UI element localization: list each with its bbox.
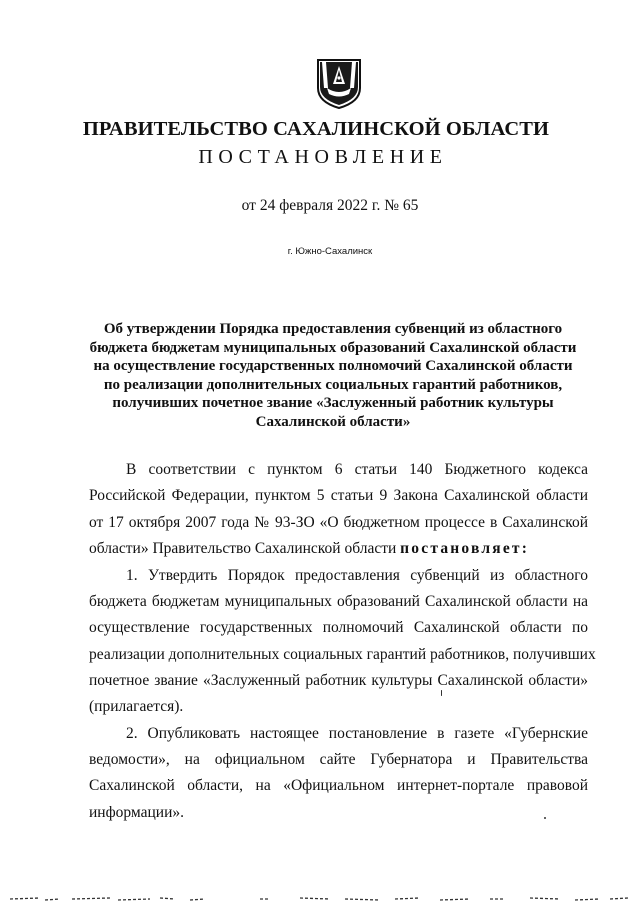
subject-line: на осуществление государственных полномочий Сахалинской области <box>93 358 573 374</box>
item2-line: 2. Опубликовать настоящее постановление в газете «Губернские <box>126 725 588 742</box>
item1-line: осуществление государственных полномочий Сахалинской области по <box>89 619 588 636</box>
subject-line: получивших почетное звание «Заслуженный работник культуры <box>112 395 554 411</box>
subject-line: Сахалинской области» <box>255 413 411 430</box>
document-type: ПОСТАНОВЛЕНИЕ <box>198 146 448 168</box>
document-date-number: от 24 февраля 2022 г. № 65 <box>241 197 419 214</box>
item2-line: ведомости», на официальном сайте Губернатора и Правительства <box>89 751 588 768</box>
item1-line: реализации дополнительных социальных гарантий работников, получивших <box>89 646 596 663</box>
organization-title: ПРАВИТЕЛЬСТВО САХАЛИНСКОЙ ОБЛАСТИ <box>82 118 550 140</box>
preamble-line: от 17 октября 2007 года № 93-ЗО «О бюджетном процессе в Сахалинской <box>89 514 588 531</box>
item1-line: 1. Утвердить Порядок предоставления субвенций из областного <box>126 567 588 584</box>
resolves-word: постановляет: <box>400 540 530 557</box>
preamble-line: Российской Федерации, пунктом 5 статьи 9 Закона Сахалинской области <box>89 487 588 504</box>
subject-line: Об утверждении Порядка предоставления субвенций из областного <box>103 321 563 337</box>
item1-line: (прилагается). <box>89 698 184 715</box>
item1-line: почетное звание «Заслуженный работник культуры Сахалинской области» <box>89 672 588 689</box>
preamble-last-line <box>89 539 588 558</box>
document-city: г. Южно-Сахалинск <box>287 246 373 257</box>
scan-speck <box>441 690 442 696</box>
scan-noise-decoration <box>0 894 632 904</box>
item2-line: информации». <box>89 804 184 821</box>
preamble-line: В соответствии с пунктом 6 статьи 140 Бюджетного кодекса <box>126 461 588 478</box>
preamble-text: области» Правительство Сахалинской области <box>89 540 401 557</box>
item2-line: Сахалинской области, на «Официальном интернет-портале правовой <box>89 777 588 794</box>
item1-line: бюджета бюджетам муниципальных образований Сахалинской области на <box>89 593 588 610</box>
sakhalin-coat-of-arms-icon <box>315 58 363 110</box>
subject-line: по реализации дополнительных социальных гарантий работников, <box>103 376 563 393</box>
scan-speck <box>544 817 546 819</box>
document-subject <box>70 320 596 431</box>
subject-line: бюджета бюджетам муниципальных образований Сахалинской области <box>89 339 577 356</box>
